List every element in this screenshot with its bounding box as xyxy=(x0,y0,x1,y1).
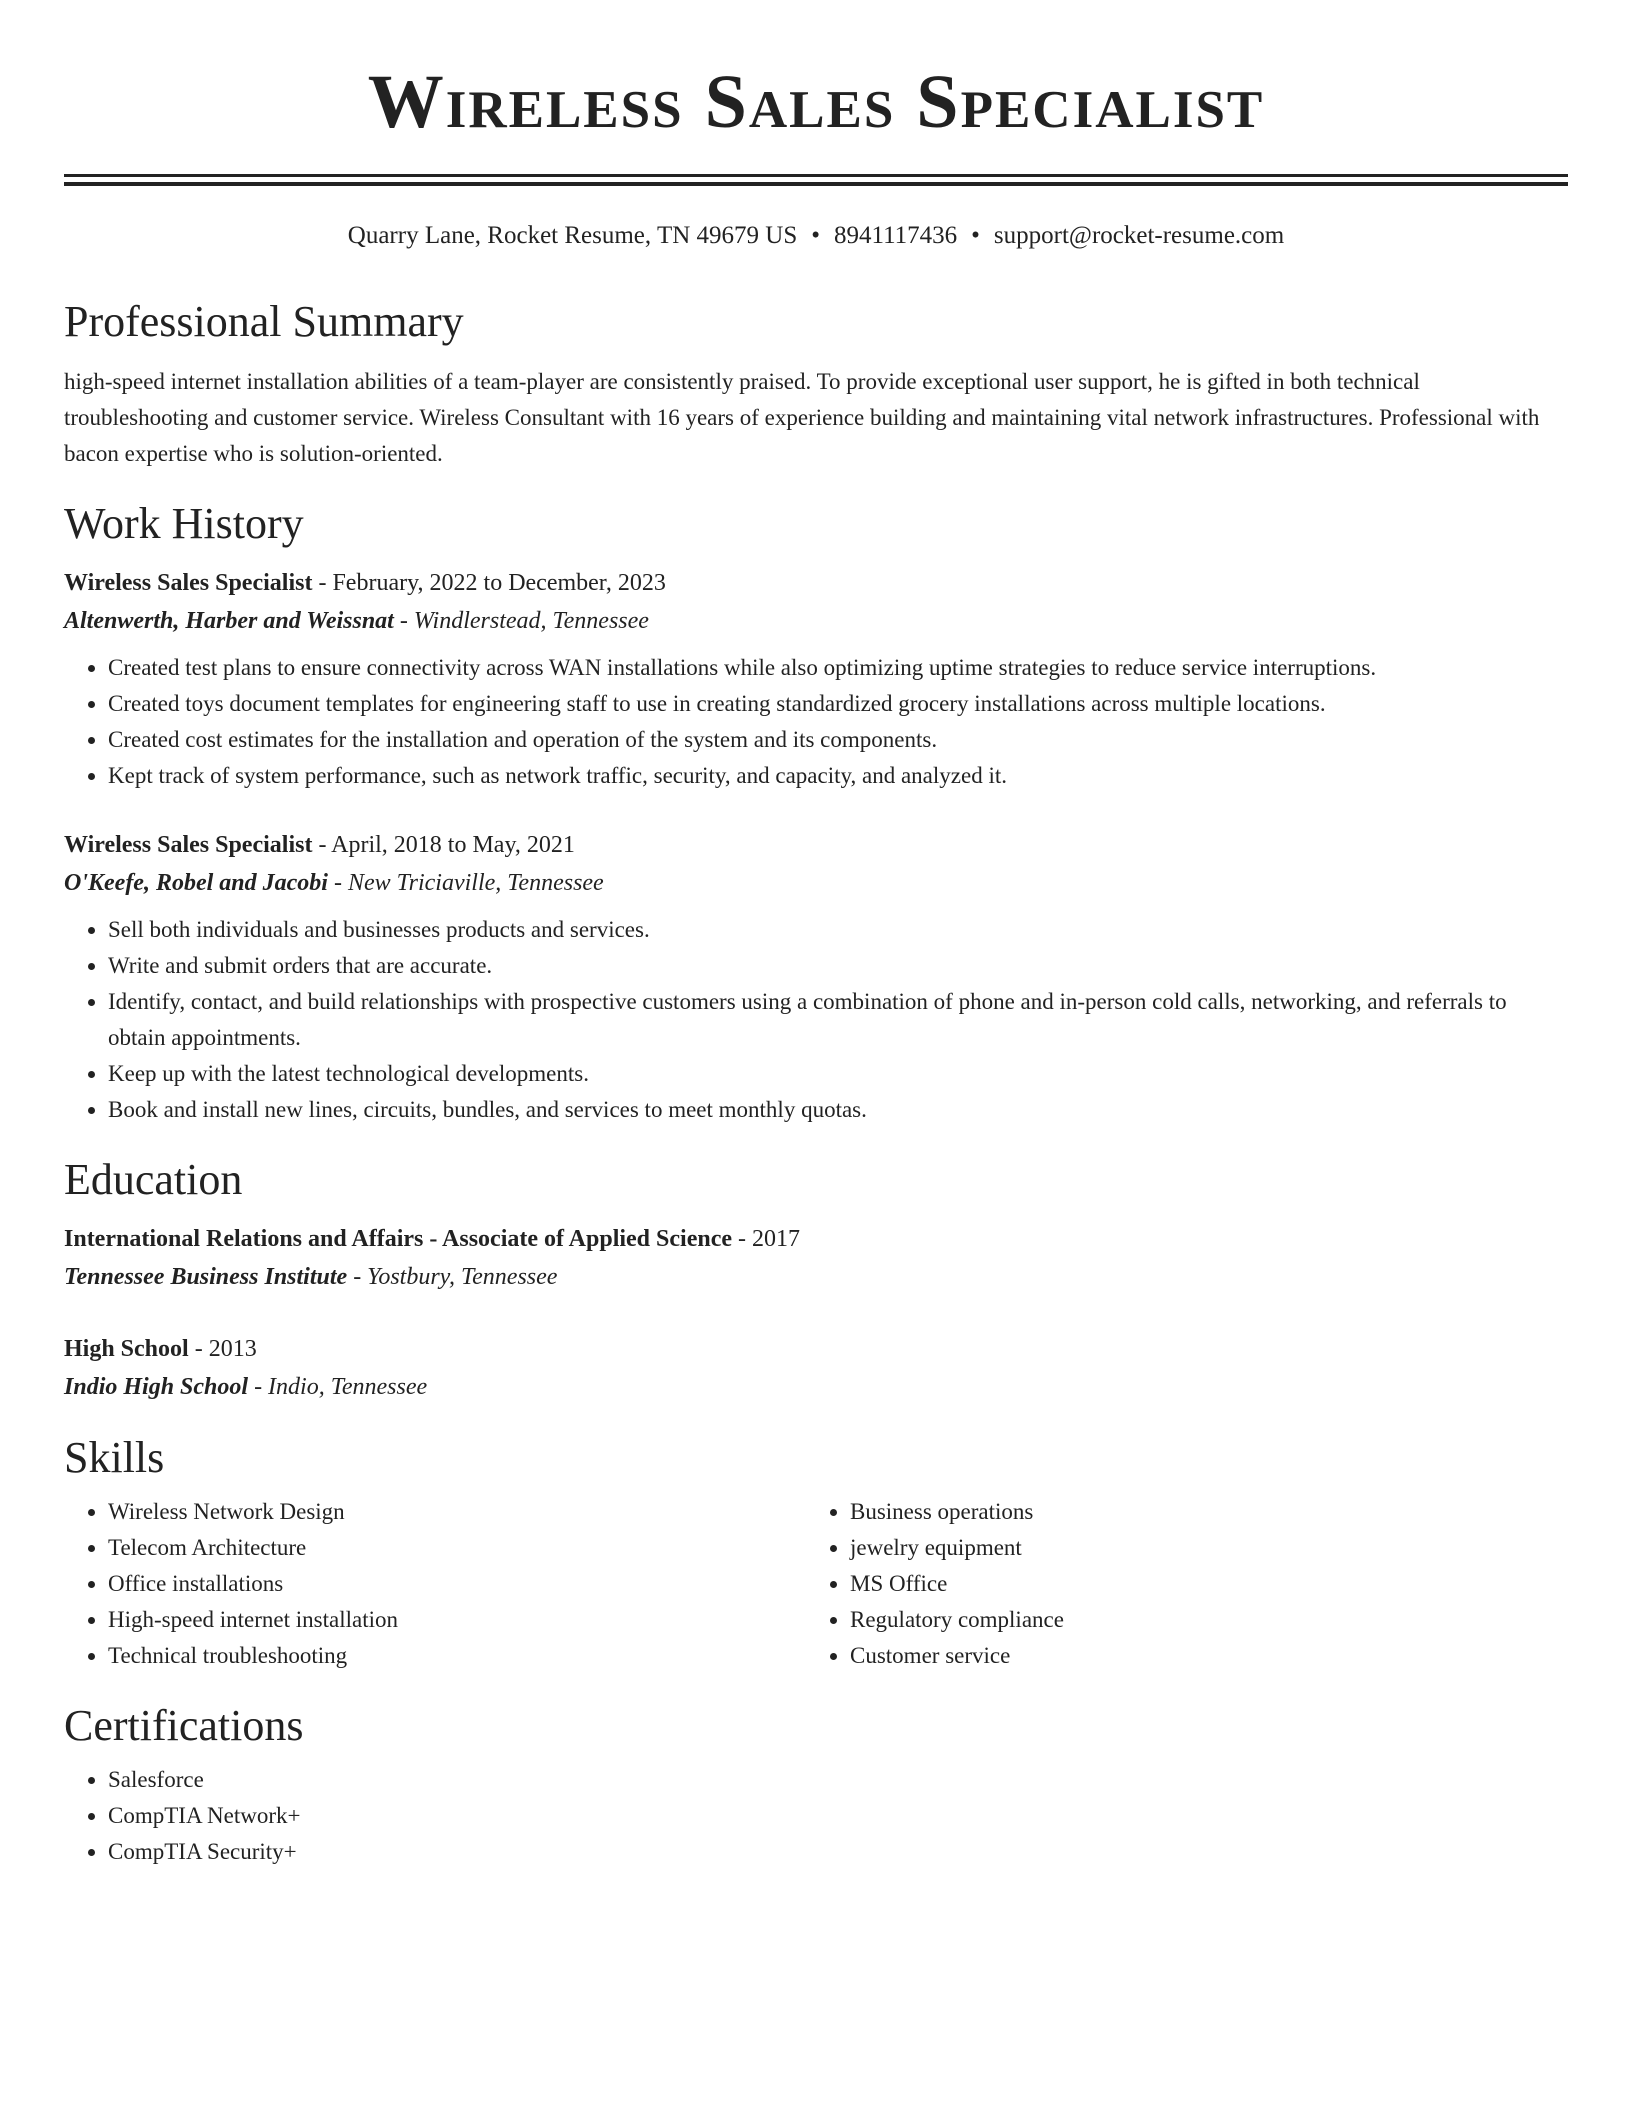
skill-item: • Telecom Architecture xyxy=(108,1530,806,1566)
job-bullet: • Created cost estimates for the installation and operation of the system and its components. xyxy=(108,722,1568,758)
header-double-rule xyxy=(64,174,1568,186)
contact-separator: • xyxy=(971,222,980,249)
section-heading-education: Education xyxy=(64,1155,243,1204)
job-title-line xyxy=(64,564,1568,602)
certification-item: • CompTIA Network+ xyxy=(108,1798,1568,1834)
certification-item: • Salesforce xyxy=(108,1762,1568,1798)
section-heading-certifications: Certifications xyxy=(64,1701,304,1750)
job-title: Wireless Sales Specialist xyxy=(64,832,313,858)
skill-item: • Customer service xyxy=(850,1638,1548,1674)
education-school: Tennessee Business Institute xyxy=(64,1264,348,1290)
section-heading-work-history: Work History xyxy=(64,499,304,548)
section-heading-skills: Skills xyxy=(64,1433,165,1482)
job-bullet: • Book and install new lines, circuits, bundles, and services to meet monthly quotas. xyxy=(108,1092,1568,1128)
job-bullet: • Write and submit orders that are accurate. xyxy=(108,948,1568,984)
job-company: Altenwerth, Harber and Weissnat xyxy=(64,608,394,634)
education-degree-line xyxy=(64,1330,1568,1368)
skill-item: • Office installations xyxy=(108,1566,806,1602)
skill-item: • High-speed internet installation xyxy=(108,1602,806,1638)
education-location: - Yostbury, Tennessee xyxy=(347,1264,558,1290)
skill-item: • Wireless Network Design xyxy=(108,1494,806,1530)
contact-separator: • xyxy=(811,222,820,249)
job-company-line xyxy=(64,602,1568,640)
education-degree: High School xyxy=(64,1336,189,1362)
summary-text: high-speed internet installation abilities of a team-player are consistently praised. To provide exceptional user support, he is gifted in both technical troubleshooting and customer service. Wireless Consultant with 16 years of experience building and maintaining vital network infrastructures. Professional with bacon expertise who is solution-oriented. xyxy=(64,369,1540,466)
contact-line xyxy=(64,220,1568,252)
education-location: - Indio, Tennessee xyxy=(248,1374,428,1400)
certification-item: • CompTIA Security+ xyxy=(108,1834,1568,1870)
job-company-line xyxy=(64,864,1568,902)
job-bullet-list xyxy=(64,650,1568,794)
job-bullet: • Created test plans to ensure connectivity across WAN installations while also optimizing uptime strategies to reduce service interruptions. xyxy=(108,650,1568,686)
job-dates: - April, 2018 to May, 2021 xyxy=(312,832,575,858)
job-location: - Windlerstead, Tennessee xyxy=(393,608,649,634)
job-company: O'Keefe, Robel and Jacobi xyxy=(64,870,328,896)
job-bullet: • Kept track of system performance, such as network traffic, security, and capacity, and analyzed it. xyxy=(108,758,1568,794)
education-year: - 2017 xyxy=(732,1226,801,1252)
job-dates: - February, 2022 to December, 2023 xyxy=(312,570,666,596)
job-entry xyxy=(64,826,1568,1128)
job-bullet: • Sell both individuals and businesses products and services. xyxy=(108,912,1568,948)
certifications-list xyxy=(64,1762,1568,1870)
job-bullet: • Keep up with the latest technological developments. xyxy=(108,1056,1568,1092)
skills-columns xyxy=(64,1494,1568,1674)
skill-item: • jewelry equipment xyxy=(850,1530,1548,1566)
skills-list-left xyxy=(64,1494,806,1674)
education-entry xyxy=(64,1330,1568,1406)
contact-email: support@rocket-resume.com xyxy=(993,222,1285,249)
skill-item: • Technical troubleshooting xyxy=(108,1638,806,1674)
education-school: Indio High School xyxy=(64,1374,249,1400)
skills-list-right xyxy=(806,1494,1548,1674)
education-school-line xyxy=(64,1368,1568,1406)
job-title-line xyxy=(64,826,1568,864)
job-entry xyxy=(64,564,1568,794)
education-degree-line xyxy=(64,1220,1568,1258)
skill-item: • Business operations xyxy=(850,1494,1548,1530)
education-degree: International Relations and Affairs - Associate of Applied Science xyxy=(64,1226,733,1252)
contact-phone: 8941117436 xyxy=(834,222,958,249)
skill-item: • MS Office xyxy=(850,1566,1548,1602)
job-bullet: • Identify, contact, and build relationships with prospective customers using a combination of phone and in-person cold calls, networking, and referrals to obtain appointments. xyxy=(108,984,1568,1056)
section-heading-summary: Professional Summary xyxy=(64,297,464,346)
skill-item: • Regulatory compliance xyxy=(850,1602,1548,1638)
job-location: - New Triciaville, Tennessee xyxy=(327,870,604,896)
contact-address: Quarry Lane, Rocket Resume, TN 49679 US xyxy=(347,222,798,249)
education-school-line xyxy=(64,1258,1568,1296)
job-bullet-list xyxy=(64,912,1568,1128)
education-year: - 2013 xyxy=(188,1336,257,1362)
job-bullet: • Created toys document templates for engineering staff to use in creating standardized grocery installations across multiple locations. xyxy=(108,686,1568,722)
job-title: Wireless Sales Specialist xyxy=(64,570,313,596)
resume-name: Wireless Sales Specialist xyxy=(367,60,1265,144)
education-entry xyxy=(64,1220,1568,1296)
